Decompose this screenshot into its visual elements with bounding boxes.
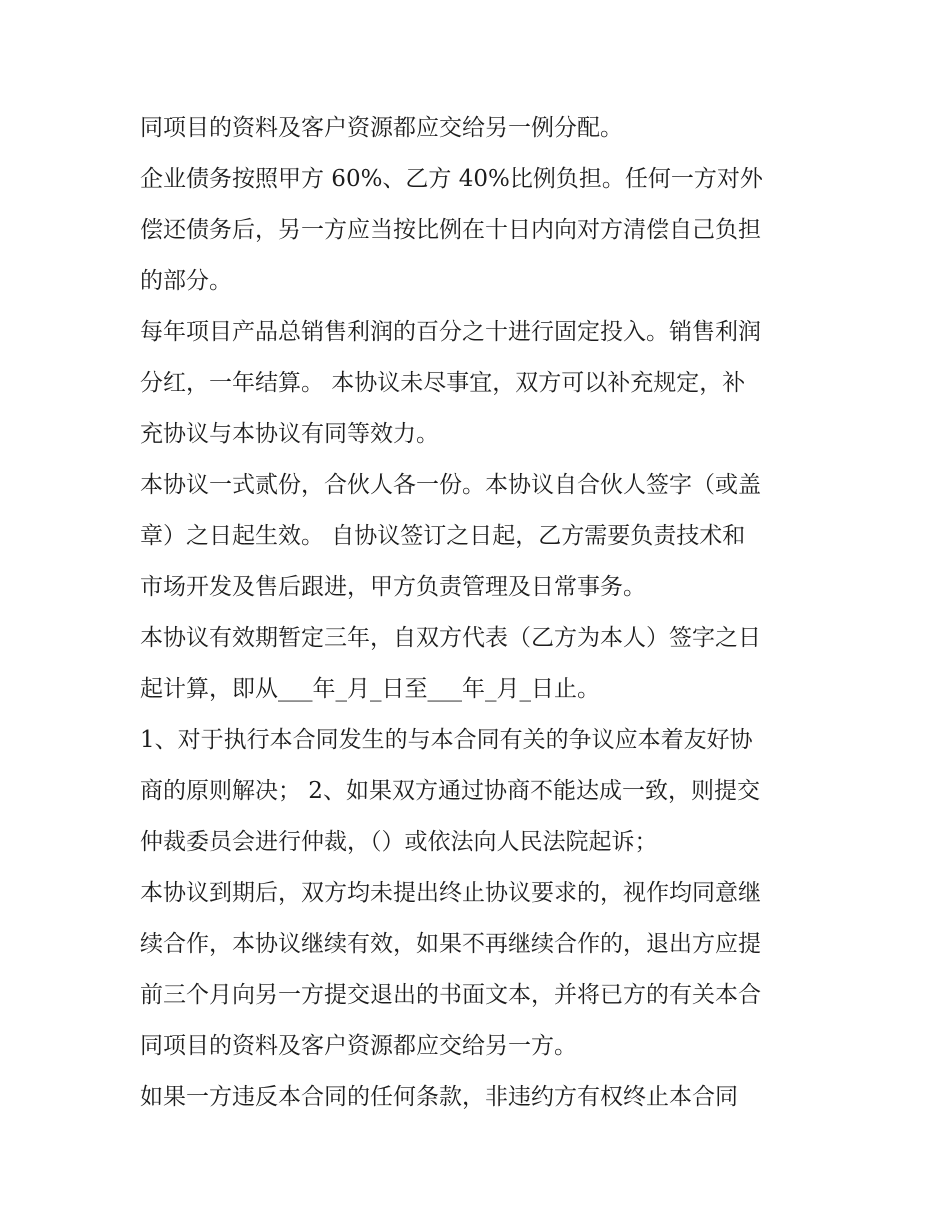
- text-line: 仲裁委员会进行仲裁，（）或依法向人民法院起诉；: [140, 829, 658, 855]
- text-line: 本协议到期后，双方均未提出终止协议要求的，视作均同意继: [140, 880, 761, 906]
- text-line: 章）之日起生效。 自协议签订之日起，乙方需要负责技术和: [140, 523, 746, 549]
- document-body: [140, 103, 820, 1123]
- text-line: 商的原则解决； 2、如果双方通过协商不能达成一致，则提交: [140, 778, 760, 804]
- text-line: 企业债务按照甲方 60%、乙方 40%比例负担。任何一方对外: [140, 166, 763, 192]
- text-line: 充协议与本协议有同等效力。: [140, 421, 439, 447]
- text-line: 如果一方违反本合同的任何条款，非违约方有权终止本合同: [140, 1084, 738, 1110]
- text-line: 续合作，本协议继续有效，如果不再继续合作的，退出方应提: [140, 931, 761, 957]
- text-line: 前三个月向另一方提交退出的书面文本，并将已方的有关本合: [140, 982, 761, 1008]
- text-line: 偿还债务后，另一方应当按比例在十日内向对方清偿自己负担: [140, 217, 761, 243]
- text-line: 市场开发及售后跟进，甲方负责管理及日常事务。: [140, 574, 646, 600]
- text-line: 本协议一式贰份，合伙人各一份。本协议自合伙人签字（或盖: [140, 472, 761, 498]
- text-line: 分红，一年结算。 本协议未尽事宜，双方可以补充规定，补: [140, 370, 746, 396]
- text-line: 每年项目产品总销售利润的百分之十进行固定投入。销售利润: [140, 319, 761, 345]
- text-line: 本协议有效期暂定三年，自双方代表（乙方为本人）签字之日: [140, 625, 761, 651]
- text-line: 同项目的资料及客户资源都应交给另一例分配。: [140, 115, 623, 141]
- text-line: 1、对于执行本合同发生的与本合同有关的争议应本着友好协: [140, 727, 753, 753]
- text-line: 起计算，即从___年_月_日至___年_月_日止。: [140, 676, 600, 702]
- text-line: 的部分。: [140, 268, 232, 294]
- text-line: 同项目的资料及客户资源都应交给另一方。: [140, 1033, 577, 1059]
